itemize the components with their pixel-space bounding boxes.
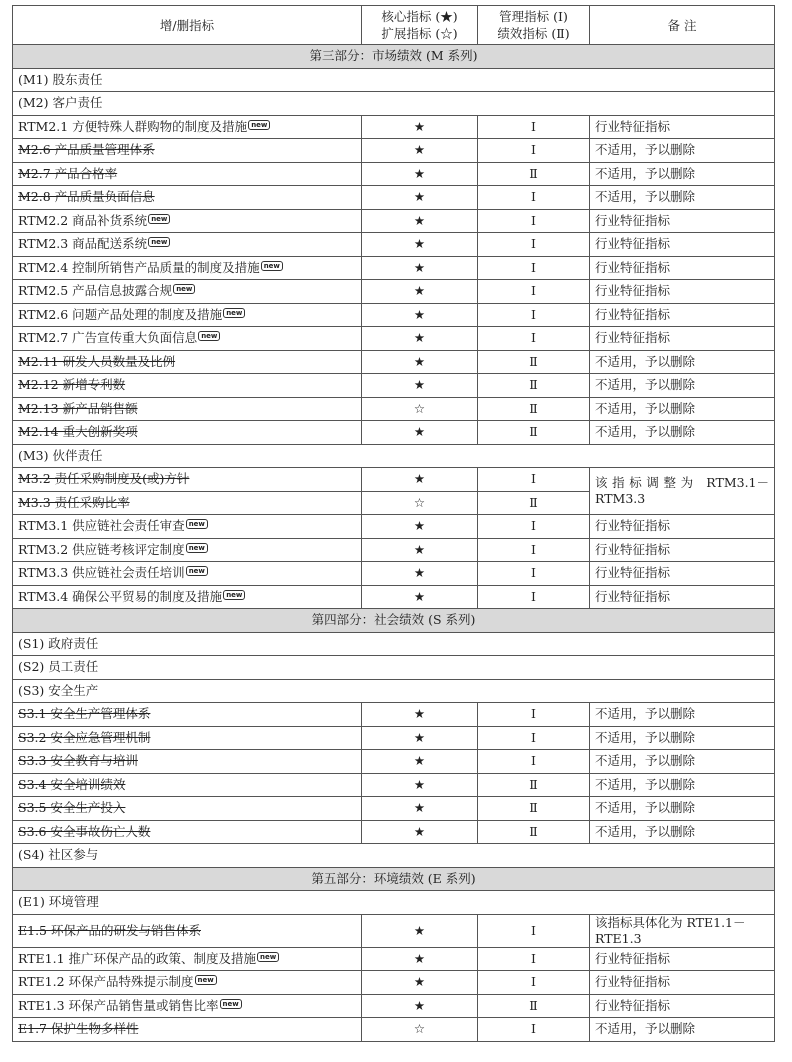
remark-cell: 行业特征指标 (590, 994, 775, 1018)
indicator-cell (13, 947, 362, 971)
subsection-row (13, 92, 775, 116)
table-row (13, 233, 775, 257)
remark-cell: 行业特征指标 (590, 209, 775, 233)
table-row (13, 397, 775, 421)
table-row (13, 820, 775, 844)
new-badge-icon: new (220, 999, 242, 1009)
indicator-name: S3.2 安全应急管理机制 (18, 729, 151, 745)
core-mark: ★ (362, 797, 478, 821)
indicator-level: Ⅰ (478, 139, 590, 163)
indicator-name: E1.5 环保产品的研发与销售体系 (18, 922, 201, 938)
indicator-level: Ⅰ (478, 515, 590, 539)
indicator-name: S3.3 安全教育与培训 (18, 753, 138, 769)
indicator-level: Ⅰ (478, 585, 590, 609)
table-row (13, 914, 775, 947)
table-row (13, 256, 775, 280)
indicator-level: Ⅱ (478, 994, 590, 1018)
indicator-cell (13, 562, 362, 586)
remark-cell: 行业特征指标 (590, 256, 775, 280)
new-badge-icon: new (223, 590, 245, 600)
header-core-label: 核心指标 (★) (381, 9, 458, 24)
section-title: 第三部分：市场绩效 (M 系列) (13, 45, 775, 69)
core-mark: ☆ (362, 397, 478, 421)
remark-cell: 行业特征指标 (590, 327, 775, 351)
indicator-level: Ⅰ (478, 280, 590, 304)
header-extended-label: 扩展指标 (☆) (381, 26, 458, 41)
table-row (13, 280, 775, 304)
header-management-label: 管理指标 (Ⅰ) (499, 9, 568, 24)
table-row (13, 1018, 775, 1042)
subsection-row (13, 844, 775, 868)
indicator-cell (13, 209, 362, 233)
indicator-name: RTM2.4 控制所销售产品质量的制度及措施 (18, 259, 260, 275)
table-row (13, 327, 775, 351)
indicator-name: M2.12 新增专利数 (18, 377, 126, 393)
new-badge-icon: new (186, 566, 208, 576)
indicator-level: Ⅱ (478, 421, 590, 445)
remark-cell: 行业特征指标 (590, 115, 775, 139)
indicator-cell (13, 585, 362, 609)
remark-cell: 不适用，予以删除 (590, 750, 775, 774)
indicator-level: Ⅱ (478, 797, 590, 821)
indicator-name: RTM2.3 商品配送系统 (18, 236, 148, 252)
indicator-level: Ⅱ (478, 374, 590, 398)
remark-cell: 行业特征指标 (590, 538, 775, 562)
indicator-cell (13, 397, 362, 421)
indicator-level: Ⅰ (478, 914, 590, 947)
indicator-name: M2.13 新产品销售额 (18, 400, 138, 416)
table-row (13, 115, 775, 139)
core-mark: ★ (362, 186, 478, 210)
remark-cell: 该指标具体化为 RTE1.1－RTE1.3 (590, 914, 775, 947)
core-mark: ★ (362, 162, 478, 186)
indicator-name: S3.4 安全培训绩效 (18, 776, 126, 792)
subsection-title: (S3) 安全生产 (13, 679, 775, 703)
header-management-performance (478, 6, 590, 45)
table-row (13, 515, 775, 539)
table-row (13, 971, 775, 995)
core-mark: ★ (362, 773, 478, 797)
header-remarks: 备 注 (590, 6, 775, 45)
indicator-level: Ⅰ (478, 947, 590, 971)
remark-cell: 不适用，予以删除 (590, 1018, 775, 1042)
indicator-level: Ⅱ (478, 397, 590, 421)
table-row (13, 750, 775, 774)
indicator-level: Ⅱ (478, 773, 590, 797)
indicator-level: Ⅰ (478, 726, 590, 750)
remark-cell: 不适用，予以删除 (590, 703, 775, 727)
core-mark: ★ (362, 971, 478, 995)
indicator-name: RTM2.1 方便特殊人群购物的制度及措施 (18, 118, 248, 134)
table-row (13, 468, 775, 492)
indicator-cell (13, 820, 362, 844)
indicator-name: RTM2.7 广告宣传重大负面信息 (18, 330, 198, 346)
indicator-cell (13, 538, 362, 562)
remark-cell: 不适用，予以删除 (590, 162, 775, 186)
core-mark: ★ (362, 421, 478, 445)
indicator-level: Ⅰ (478, 233, 590, 257)
indicator-level: Ⅰ (478, 256, 590, 280)
section-row (13, 45, 775, 69)
indicator-level: Ⅱ (478, 350, 590, 374)
table-row (13, 374, 775, 398)
indicator-name: M3.3 责任采购比率 (18, 494, 130, 510)
indicator-name: M2.7 产品合格率 (18, 165, 118, 181)
indicator-name: E1.7 保护生物多样性 (18, 1021, 139, 1037)
core-mark: ★ (362, 703, 478, 727)
indicator-level: Ⅱ (478, 820, 590, 844)
table-row (13, 994, 775, 1018)
subsection-title: (S2) 员工责任 (13, 656, 775, 680)
indicator-level: Ⅰ (478, 562, 590, 586)
indicator-name: RTM2.5 产品信息披露合规 (18, 283, 173, 299)
subsection-row (13, 679, 775, 703)
subsection-row (13, 444, 775, 468)
indicator-name: RTM3.4 确保公平贸易的制度及措施 (18, 588, 223, 604)
indicator-name: RTM2.2 商品补货系统 (18, 212, 148, 228)
core-mark: ★ (362, 115, 478, 139)
core-mark: ★ (362, 303, 478, 327)
table-row (13, 538, 775, 562)
indicator-cell (13, 994, 362, 1018)
header-performance-label: 绩效指标 (Ⅱ) (497, 26, 570, 41)
indicator-cell (13, 162, 362, 186)
indicator-level: Ⅱ (478, 491, 590, 515)
table-header (13, 6, 775, 45)
new-badge-icon: new (261, 261, 283, 271)
new-badge-icon: new (248, 120, 270, 130)
subsection-title: (S1) 政府责任 (13, 632, 775, 656)
table-row (13, 585, 775, 609)
indicator-level: Ⅰ (478, 303, 590, 327)
remark-cell: 不适用，予以删除 (590, 726, 775, 750)
core-mark: ★ (362, 327, 478, 351)
indicator-level: Ⅰ (478, 327, 590, 351)
indicator-level: Ⅰ (478, 703, 590, 727)
indicator-name: RTE1.3 环保产品销售量或销售比率 (18, 997, 219, 1013)
subsection-title: (E1) 环境管理 (13, 891, 775, 915)
subsection-row (13, 891, 775, 915)
core-mark: ★ (362, 350, 478, 374)
subsection-row (13, 68, 775, 92)
subsection-row (13, 632, 775, 656)
indicator-name: M3.2 责任采购制度及(或)方针 (18, 471, 190, 487)
indicator-name: RTM3.1 供应链社会责任审查 (18, 518, 185, 534)
table-row (13, 350, 775, 374)
indicator-name: S3.5 安全生产投入 (18, 800, 126, 816)
remark-cell: 行业特征指标 (590, 233, 775, 257)
new-badge-icon: new (148, 237, 170, 247)
table-row (13, 773, 775, 797)
indicator-name: RTE1.2 环保产品特殊提示制度 (18, 974, 194, 990)
table-row (13, 947, 775, 971)
indicator-cell (13, 971, 362, 995)
core-mark: ★ (362, 256, 478, 280)
header-core-extended (362, 6, 478, 45)
indicator-name: M2.14 重大创新奖项 (18, 424, 138, 440)
core-mark: ★ (362, 585, 478, 609)
core-mark: ★ (362, 233, 478, 257)
core-mark: ★ (362, 820, 478, 844)
core-mark: ★ (362, 994, 478, 1018)
core-mark: ★ (362, 562, 478, 586)
table-row (13, 139, 775, 163)
core-mark: ★ (362, 750, 478, 774)
indicator-cell (13, 303, 362, 327)
new-badge-icon: new (195, 975, 217, 985)
indicator-cell (13, 750, 362, 774)
core-mark: ★ (362, 726, 478, 750)
remark-cell: 行业特征指标 (590, 303, 775, 327)
indicator-cell (13, 1018, 362, 1042)
subsection-title: (M2) 客户责任 (13, 92, 775, 116)
section-title: 第四部分：社会绩效 (S 系列) (13, 609, 775, 633)
subsection-title: (M1) 股东责任 (13, 68, 775, 92)
indicator-cell (13, 773, 362, 797)
indicator-name: M2.8 产品质量负面信息 (18, 189, 155, 205)
remark-cell: 该指标调整为 RTM3.1－RTM3.3 (590, 468, 775, 515)
new-badge-icon: new (198, 331, 220, 341)
section-title: 第五部分：环境绩效 (E 系列) (13, 867, 775, 891)
remark-cell: 行业特征指标 (590, 515, 775, 539)
indicator-cell (13, 256, 362, 280)
indicator-cell (13, 350, 362, 374)
remark-cell: 不适用，予以删除 (590, 797, 775, 821)
core-mark: ★ (362, 914, 478, 947)
new-badge-icon: new (148, 214, 170, 224)
indicator-name: RTM3.2 供应链考核评定制度 (18, 541, 185, 557)
remark-cell: 不适用，予以删除 (590, 397, 775, 421)
remark-cell: 行业特征指标 (590, 280, 775, 304)
indicator-name: M2.6 产品质量管理体系 (18, 142, 155, 158)
indicator-cell (13, 491, 362, 515)
core-mark: ★ (362, 139, 478, 163)
indicator-name: RTE1.1 推广环保产品的政策、制度及措施 (18, 950, 257, 966)
new-badge-icon: new (173, 284, 195, 294)
table-row (13, 703, 775, 727)
table-row (13, 421, 775, 445)
indicator-level: Ⅰ (478, 750, 590, 774)
remark-cell: 不适用，予以删除 (590, 374, 775, 398)
indicator-level: Ⅱ (478, 162, 590, 186)
indicator-cell (13, 139, 362, 163)
indicator-level: Ⅰ (478, 115, 590, 139)
indicator-cell (13, 914, 362, 947)
indicator-cell (13, 421, 362, 445)
table-row (13, 209, 775, 233)
indicator-cell (13, 797, 362, 821)
core-mark: ☆ (362, 1018, 478, 1042)
core-mark: ★ (362, 209, 478, 233)
indicator-cell (13, 280, 362, 304)
indicator-level: Ⅰ (478, 186, 590, 210)
remark-cell: 不适用，予以删除 (590, 820, 775, 844)
indicator-name: RTM3.3 供应链社会责任培训 (18, 565, 185, 581)
new-badge-icon: new (223, 308, 245, 318)
remark-cell: 不适用，予以删除 (590, 421, 775, 445)
indicator-table (12, 5, 775, 1042)
indicator-cell (13, 327, 362, 351)
table-row (13, 797, 775, 821)
indicator-cell (13, 115, 362, 139)
header-indicator: 增/删指标 (13, 6, 362, 45)
remark-cell: 行业特征指标 (590, 585, 775, 609)
indicator-cell (13, 703, 362, 727)
subsection-row (13, 656, 775, 680)
core-mark: ★ (362, 538, 478, 562)
remark-cell: 不适用，予以删除 (590, 186, 775, 210)
core-mark: ★ (362, 515, 478, 539)
table-row (13, 562, 775, 586)
remark-cell: 行业特征指标 (590, 562, 775, 586)
core-mark: ☆ (362, 491, 478, 515)
new-badge-icon: new (186, 519, 208, 529)
indicator-cell (13, 726, 362, 750)
table-row (13, 162, 775, 186)
indicator-name: S3.1 安全生产管理体系 (18, 706, 151, 722)
indicator-cell (13, 515, 362, 539)
section-row (13, 867, 775, 891)
indicator-cell (13, 468, 362, 492)
indicator-level: Ⅰ (478, 1018, 590, 1042)
core-mark: ★ (362, 280, 478, 304)
remark-cell: 行业特征指标 (590, 971, 775, 995)
table-row (13, 726, 775, 750)
subsection-title: (S4) 社区参与 (13, 844, 775, 868)
remark-cell: 不适用，予以删除 (590, 139, 775, 163)
subsection-title: (M3) 伙伴责任 (13, 444, 775, 468)
indicator-level: Ⅰ (478, 538, 590, 562)
indicator-cell (13, 374, 362, 398)
section-row (13, 609, 775, 633)
core-mark: ★ (362, 947, 478, 971)
new-badge-icon: new (257, 952, 279, 962)
indicator-level: Ⅰ (478, 209, 590, 233)
table-body (13, 45, 775, 1042)
remark-cell: 不适用，予以删除 (590, 773, 775, 797)
indicator-cell (13, 233, 362, 257)
remark-cell: 不适用，予以删除 (590, 350, 775, 374)
core-mark: ★ (362, 468, 478, 492)
indicator-name: RTM2.6 问题产品处理的制度及措施 (18, 306, 223, 322)
table-row (13, 186, 775, 210)
new-badge-icon: new (186, 543, 208, 553)
indicator-name: S3.6 安全事故伤亡人数 (18, 823, 151, 839)
indicator-level: Ⅰ (478, 971, 590, 995)
core-mark: ★ (362, 374, 478, 398)
remark-cell: 行业特征指标 (590, 947, 775, 971)
indicator-cell (13, 186, 362, 210)
indicator-level: Ⅰ (478, 468, 590, 492)
indicator-name: M2.11 研发人员数量及比例 (18, 353, 176, 369)
table-row (13, 303, 775, 327)
